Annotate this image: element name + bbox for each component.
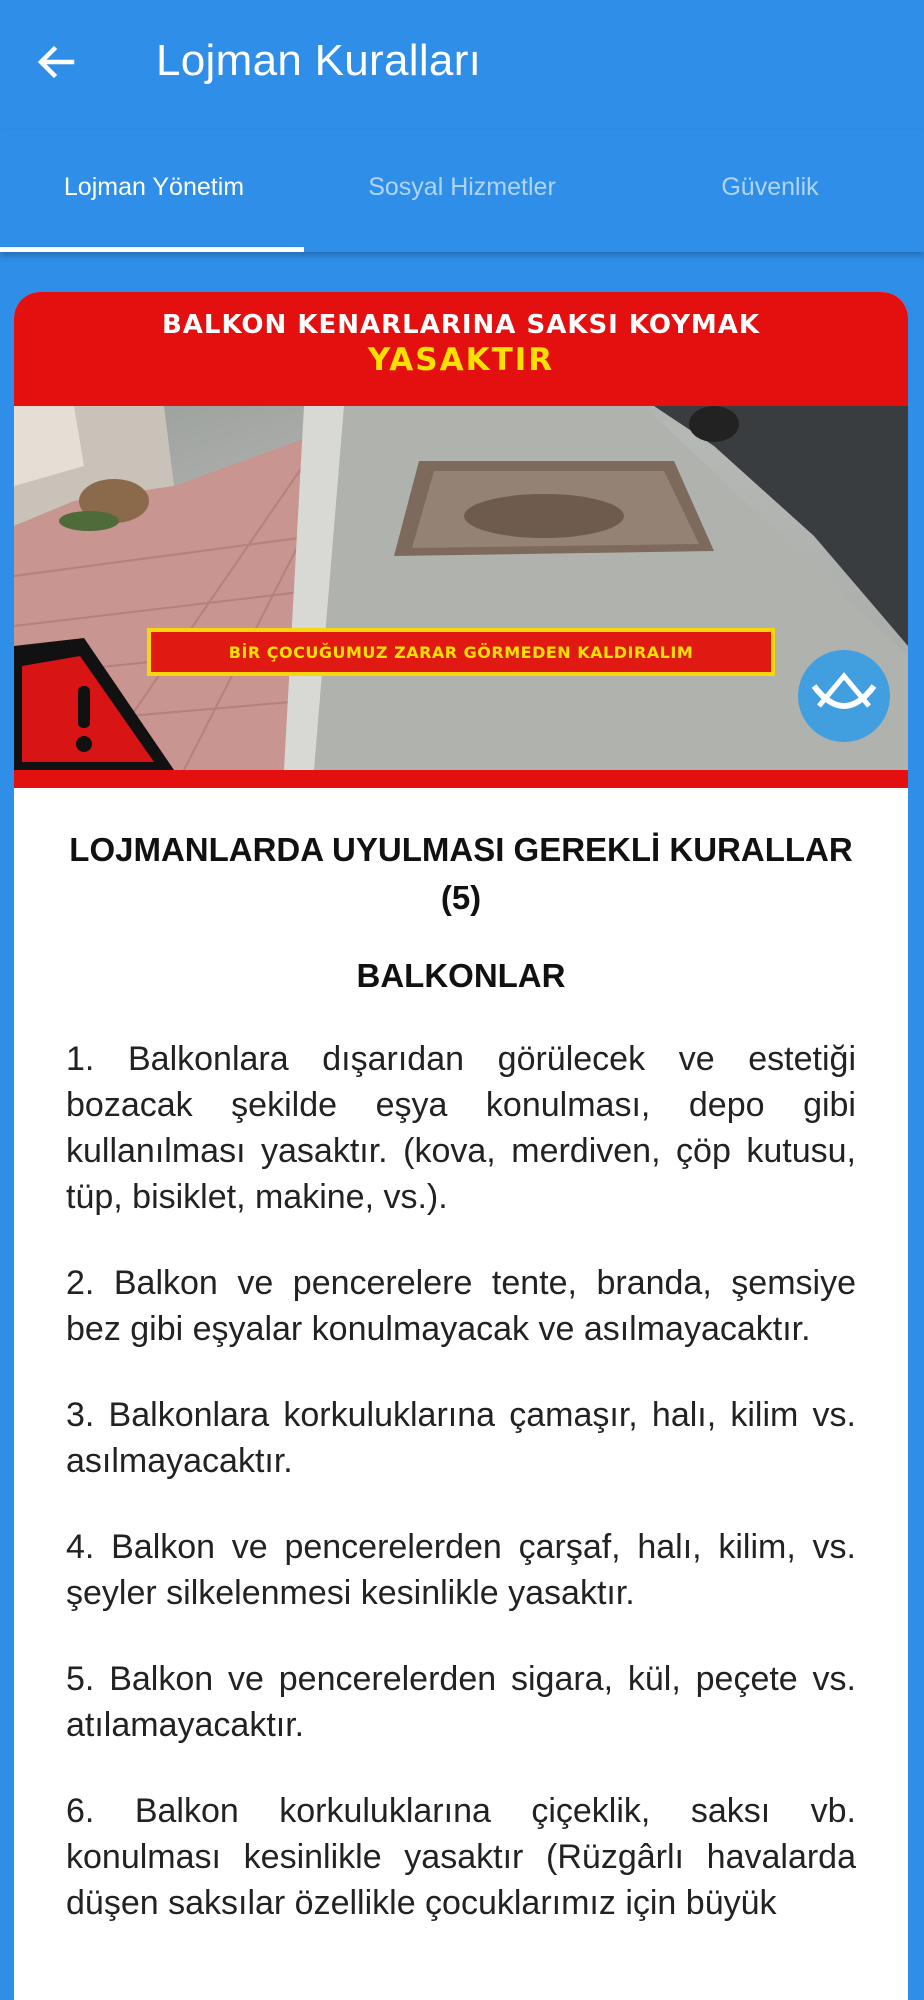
tab-guvenlik[interactable]: Güvenlik [721, 172, 819, 201]
banner-line-1: BALKON KENARLARINA SAKSI KOYMAK [161, 310, 761, 340]
back-button[interactable] [24, 30, 88, 94]
app-bar [0, 0, 924, 130]
list-item: 1. Balkonlara dışarıdan görülecek ve estetiği bozacak şekilde eşya konulması, depo gibi kullanılması yasaktır. (kova, merdiven, çöp kutusu, tüp, bisiklet, makine, vs.). [66, 1040, 856, 1216]
list-item: 3. Balkonlara korkuluklarına çamaşır, halı, kilim vs. asılmayacaktır. [66, 1396, 856, 1480]
list-item: 2. Balkon ve pencerelere tente, branda, şemsiye bez gibi eşyalar konulmayacak ve asılmayacaktır. [66, 1264, 856, 1348]
sidewalk-illustration [14, 406, 908, 770]
section-heading: BALKONLAR [356, 957, 566, 994]
warning-banner-image [14, 292, 908, 788]
banner-heading [14, 310, 908, 378]
list-item: 4. Balkon ve pencerelerden çarşaf, halı, kilim, vs. şeyler silkelenmesi kesinlikle yasaktır. [66, 1528, 856, 1612]
banner-slogan: BİR ÇOCUĞUMUZ ZARAR GÖRMEDEN KALDIRALIM [147, 628, 775, 676]
list-item: 5. Balkon ve pencerelerden sigara, kül, peçete vs. atılamayacaktır. [66, 1660, 856, 1744]
tab-indicator [0, 247, 304, 252]
tab-sosyal-hizmetler[interactable]: Sosyal Hizmetler [368, 172, 556, 201]
article-body [66, 826, 856, 1926]
page-title: Lojman Kuralları [156, 36, 482, 85]
list-item: 6. Balkon korkuluklarına çiçeklik, saksı vb. konulması kesinlikle yasaktır (Rüzgârlı havalarda düşen saksılar özellikle çocuklarımız için büyük [66, 1792, 856, 1922]
article-heading: LOJMANLARDA UYULMASI GEREKLİ KURALLAR (5) [69, 831, 853, 916]
sidewalk-photo [14, 406, 908, 770]
rules-list [66, 1036, 856, 1926]
arrow-left-icon [36, 42, 76, 82]
content-card [14, 292, 908, 2000]
tab-bar [0, 130, 924, 252]
banner-line-2: YASAKTIR [367, 342, 555, 378]
tab-lojman-yonetim[interactable]: Lojman Yönetim [63, 172, 245, 201]
hands-logo-icon [798, 650, 890, 742]
